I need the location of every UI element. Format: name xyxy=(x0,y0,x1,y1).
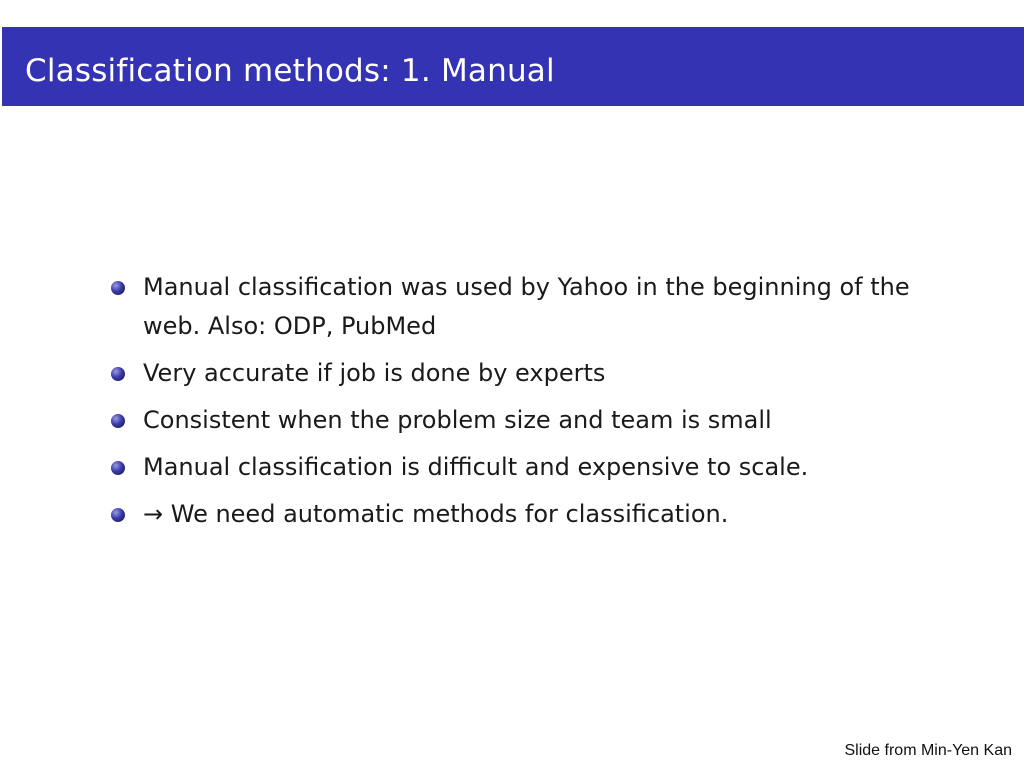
bullet-list xyxy=(110,268,930,542)
slide-title: Classification methods: 1. Manual xyxy=(25,53,555,89)
bullet-dot-icon xyxy=(111,414,125,428)
bullet-dot-icon xyxy=(111,461,125,475)
bullet-text: Manual classification was used by Yahoo in the beginning of the web. Also: ODP, PubMed xyxy=(143,273,910,340)
bullet-item xyxy=(110,495,930,534)
slide-credit: Slide from Min-Yen Kan xyxy=(844,742,1012,759)
bullet-dot-icon xyxy=(111,367,125,381)
bullet-text: → We need automatic methods for classification. xyxy=(143,500,729,528)
bullet-text: Consistent when the problem size and team is small xyxy=(143,406,772,434)
bullet-text: Very accurate if job is done by experts xyxy=(143,359,606,387)
bullet-item xyxy=(110,448,930,487)
bullet-dot-icon xyxy=(111,281,125,295)
bullet-text: Manual classification is difficult and expensive to scale. xyxy=(143,453,809,481)
bullet-dot-icon xyxy=(111,508,125,522)
bullet-item xyxy=(110,268,930,346)
bullet-item xyxy=(110,401,930,440)
bullet-item xyxy=(110,354,930,393)
